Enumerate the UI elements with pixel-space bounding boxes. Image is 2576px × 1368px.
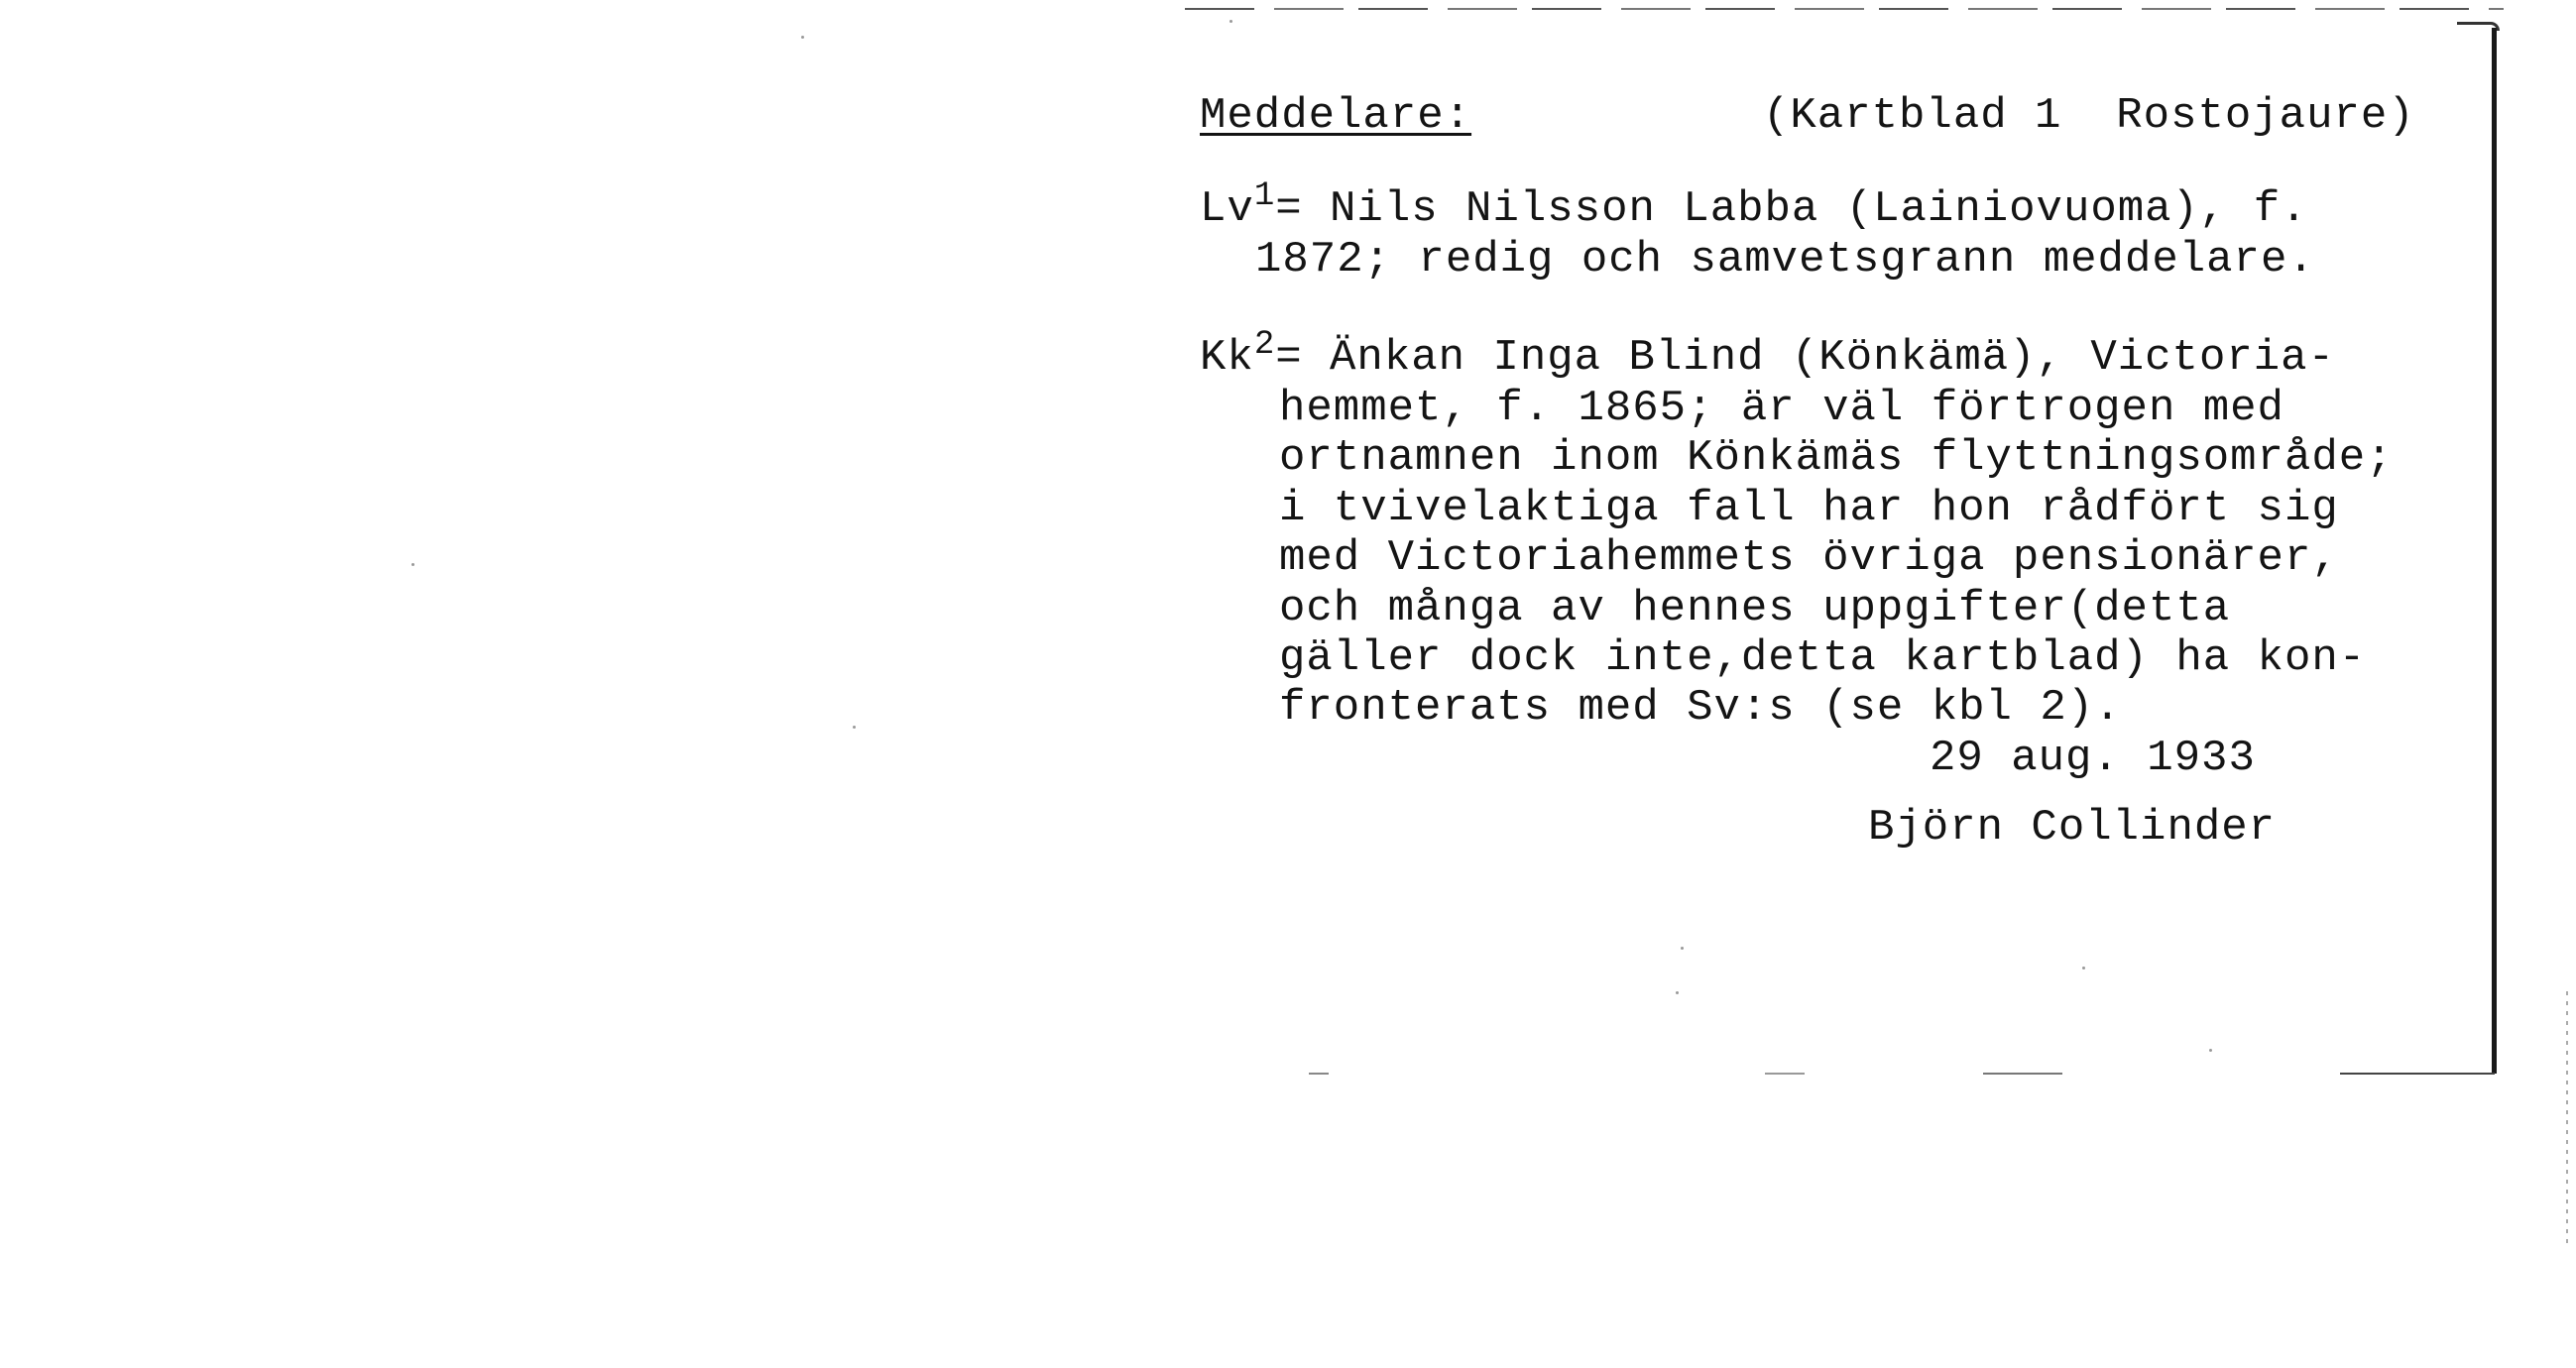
card-right-edge bbox=[2492, 28, 2497, 1074]
informants-heading bbox=[1200, 91, 1471, 141]
scan-speck bbox=[1681, 947, 1684, 950]
scan-artifact bbox=[2566, 991, 2568, 1249]
scan-speck bbox=[801, 36, 804, 39]
card-date: 29 aug. 1933 bbox=[1930, 734, 2256, 783]
informant-1-line-2: 1872; redig och samvetsgrann meddelare. bbox=[1255, 235, 2315, 285]
informant-2-line-3: ortnamnen inom Könkämäs flyttningsområde; bbox=[1279, 433, 2394, 483]
informant-2-line-2: hemmet, f. 1865; är väl förtrogen med bbox=[1279, 384, 2284, 433]
informant-2-line-4: i tvivelaktiga fall har hon rådfört sig bbox=[1279, 484, 2339, 533]
informant-2-line-6: och många av hennes uppgifter(detta bbox=[1279, 584, 2231, 633]
informant-1-line-1: $Lv^1=$ Nils Nilsson Labba (Lainiovuoma), f. bbox=[1200, 177, 2308, 234]
scan-speck bbox=[853, 726, 856, 729]
map-reference: (Kartblad 1 Rostojaure) bbox=[1763, 91, 2415, 141]
scan-speck bbox=[1676, 991, 1679, 994]
heading-label: Meddelare: bbox=[1200, 91, 1472, 141]
signature: Björn Collinder bbox=[1868, 803, 2277, 853]
scan-speck bbox=[411, 563, 414, 566]
informant-code: Kk bbox=[1200, 333, 1254, 383]
scan-speck bbox=[2082, 967, 2085, 969]
informant-code: Lv bbox=[1200, 184, 1254, 234]
informant-2-line-7: gäller dock inte,detta kartblad) ha kon- bbox=[1279, 633, 2367, 683]
informant-index: 2 bbox=[1253, 326, 1276, 364]
informant-2-line-8: fronterats med Sv:s (se kbl 2). bbox=[1279, 683, 2122, 733]
scan-speck bbox=[1229, 20, 1232, 23]
card-top-edge bbox=[1185, 8, 2504, 10]
informant-2-line-1: $Kk^2=$ Änkan Inga Blind (Könkämä), Victoria- bbox=[1200, 326, 2335, 383]
card-bottom-edge bbox=[1170, 1073, 2495, 1075]
informant-2-line-5: med Victoriahemmets övriga pensionärer, bbox=[1279, 533, 2339, 583]
informant-index: 1 bbox=[1253, 177, 1276, 215]
scan-speck bbox=[2209, 1049, 2212, 1052]
